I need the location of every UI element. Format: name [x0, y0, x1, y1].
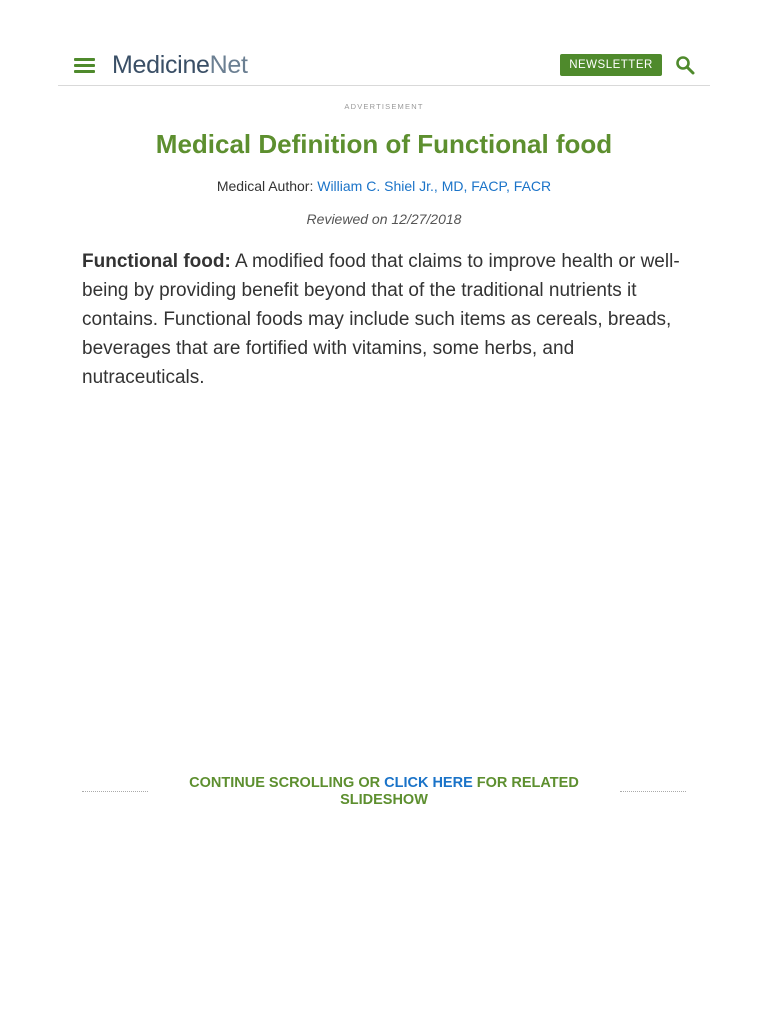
author-link[interactable]: William C. Shiel Jr., MD, FACP, FACR — [317, 178, 552, 194]
definition-term: Functional food: — [82, 251, 231, 272]
continue-suffix: FOR RELATED SLIDESHOW — [340, 775, 579, 808]
hamburger-menu-icon[interactable] — [74, 58, 95, 73]
continue-scrolling-text — [168, 775, 600, 809]
divider-right — [620, 791, 686, 792]
author-prefix: Medical Author: — [216, 178, 318, 194]
click-here-link[interactable]: CLICK HERE — [384, 775, 473, 791]
search-icon[interactable] — [675, 55, 695, 75]
continue-prefix: CONTINUE SCROLLING OR — [189, 775, 385, 791]
author-line — [0, 178, 768, 194]
logo-text-net: Net — [209, 51, 248, 79]
logo-text-medicine: Medicine — [112, 51, 210, 79]
reviewed-date: Reviewed on 12/27/2018 — [306, 211, 462, 227]
page-title: Medical Definition of Functional food — [155, 129, 613, 159]
site-logo[interactable] — [112, 49, 248, 81]
newsletter-button[interactable]: NEWSLETTER — [560, 54, 662, 76]
divider-left — [82, 791, 148, 792]
definition-text: A modified food that claims to improve health or well-being by providing benefit beyond that of the traditional nutrients it contains. Functional foods may include such items as cereals, breads, beverages that are fortified with vitamins, some herbs, and nutraceuticals. — [82, 251, 680, 388]
site-header — [58, 44, 710, 86]
continue-scrolling-banner — [82, 775, 686, 811]
definition-paragraph — [82, 247, 682, 392]
advertisement-label: ADVERTISEMENT — [344, 102, 424, 111]
